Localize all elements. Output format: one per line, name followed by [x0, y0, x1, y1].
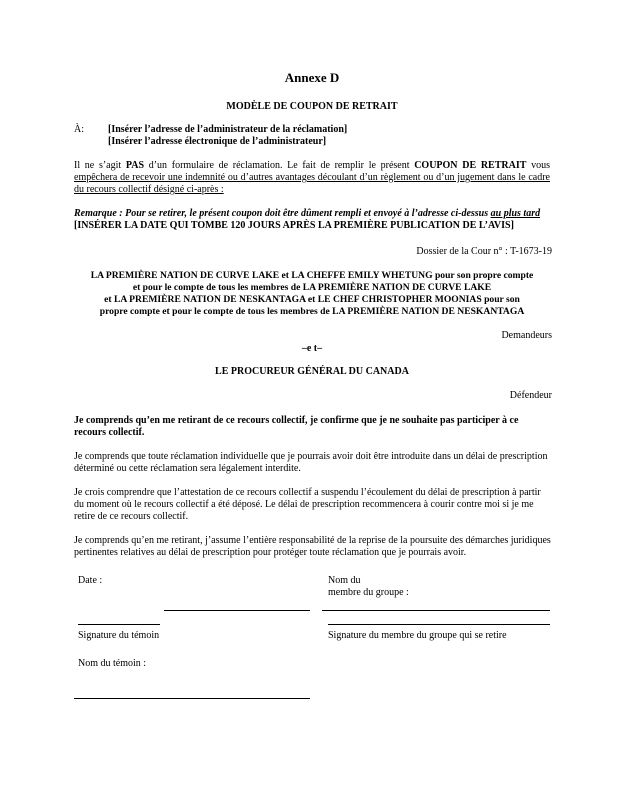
remark: Remarque : Pour se retirer, le présent coupon doit être dûment rempli et envoyé à l’adresse ci-dessus au plus tard [74, 208, 541, 219]
plaintiffs-line-3: et LA PREMIÈRE NATION DE NESKANTAGA et LE CHEF CHRISTOPHER MOONIAS pour son [104, 294, 520, 305]
statement-1: Je comprends qu’en me retirant de ce recours collectif, je confirme que je ne souhaite pas participer à ce recours collectif. [74, 415, 519, 438]
defendant-name: LE PROCUREUR GÉNÉRAL DU CANADA [215, 366, 409, 377]
witness-signature-label: Signature du témoin [78, 630, 160, 641]
plaintiffs-line-2: et pour le compte de tous les membres de LA PREMIÈRE NATION DE CURVE LAKE [132, 282, 492, 293]
court-file-number: Dossier de la Cour n° : T-1673-19 [416, 246, 552, 257]
date-label: Date : [78, 575, 103, 586]
statement-3: Je crois comprendre que l’attestation de ce recours collectif a suspendu l’écoulement du délai de prescription à partir du moment où le recours collectif a été déposé. Le délai de prescription recommencera à courir contre moi si je me retire de ce recours collectif. [74, 487, 541, 522]
admin-email: [Insérer l’adresse électronique de l’administrateur] [108, 136, 327, 147]
member-name-field[interactable] [322, 610, 550, 611]
witness-signature-field[interactable] [78, 624, 160, 625]
annex-title: Annexe D [284, 70, 340, 85]
plaintiffs-line-4: propre compte et pour le compte de tous les membres de LA PREMIÈRE NATION DE NESKANTAGA [99, 306, 525, 317]
member-signature-label: Signature du membre du groupe qui se retire [328, 630, 507, 641]
defendant-label: Défendeur [509, 390, 552, 401]
member-name-label-2: membre du groupe : [328, 587, 409, 598]
form-title: MODÈLE DE COUPON DE RETRAIT [226, 101, 398, 112]
statement-4: Je comprends qu’en me retirant, j’assume l’entière responsabilité de la reprise de la poursuite des démarches juridiques pertinentes relatives au délai de prescription pour protéger toute réclamation que je pourrais avoir. [74, 535, 551, 558]
witness-name-label: Nom du témoin : [78, 658, 147, 669]
deadline-date: [INSÉRER LA DATE QUI TOMBE 120 JOURS APRÈS LA PREMIÈRE PUBLICATION DE L’AVIS] [74, 220, 514, 231]
and-separator: –e t– [301, 343, 323, 354]
witness-name-field[interactable] [74, 698, 310, 699]
date-field[interactable] [164, 610, 310, 611]
member-signature-field[interactable] [328, 624, 550, 625]
admin-address: [Insérer l’adresse de l’administrateur de la réclamation] [108, 124, 348, 135]
plaintiffs-label: Demandeurs [501, 330, 552, 341]
to-label: À: [74, 124, 84, 135]
plaintiffs-line-1: LA PREMIÈRE NATION DE CURVE LAKE et LA CHEFFE EMILY WHETUNG pour son propre compte [90, 270, 534, 281]
statement-2: Je comprends que toute réclamation individuelle que je pourrais avoir doit être introduite dans un délai de prescription déterminé ou cette réclamation sera légalement interdite. [74, 451, 548, 474]
member-name-label-1: Nom du [328, 575, 361, 586]
intro-paragraph: Il ne s’agit PAS d’un formulaire de réclamation. Le fait de remplir le présent COUPON DE RETRAIT vous empêchera de recevoir une indemnité ou d’autres avantages découlant d’un règlement ou d’un jugement dans le cadre du recours collectif désigné ci-après : [74, 160, 550, 195]
